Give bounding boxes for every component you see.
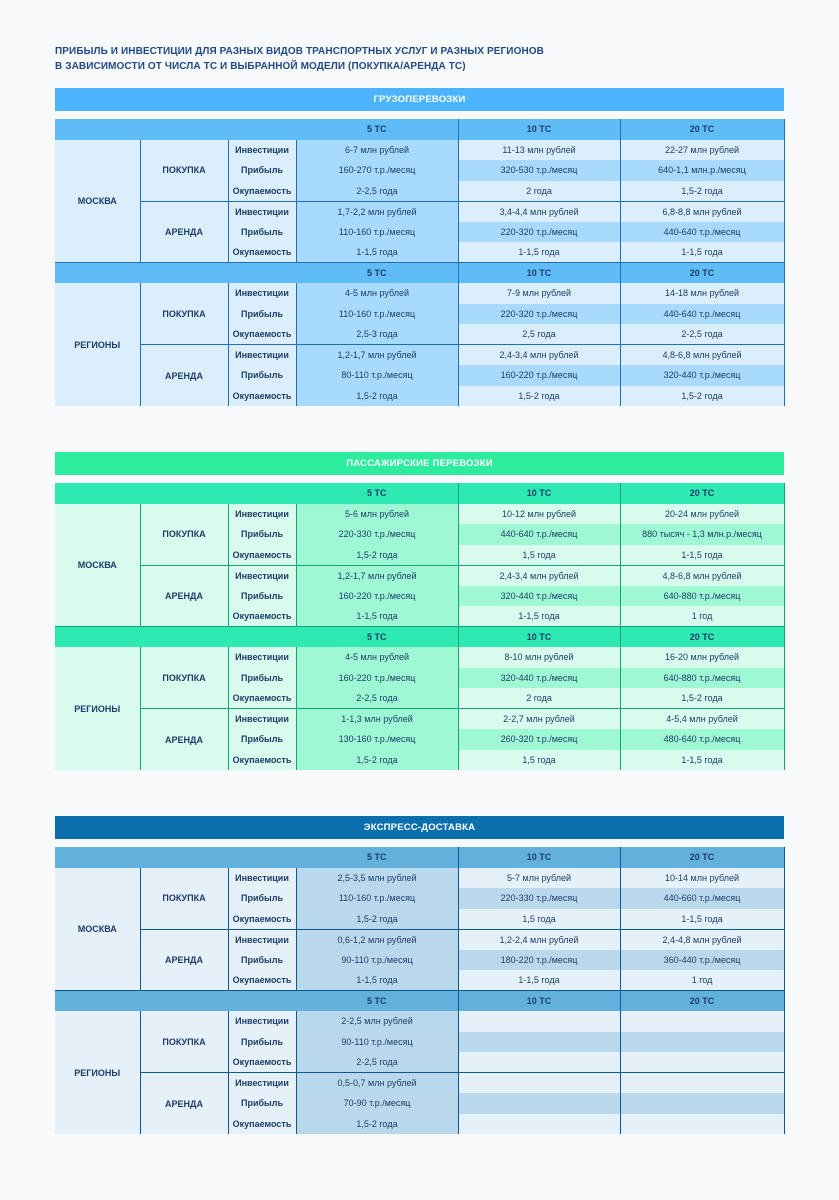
header-row (55, 847, 784, 868)
value-cell: 1,2-2,4 млн рублей (458, 929, 620, 950)
value-cell: 440-640 т.р./месяц (620, 304, 784, 325)
table-row (55, 283, 784, 304)
value-cell: 1-1,5 года (620, 242, 784, 263)
column-header: 20 ТС (620, 627, 784, 648)
header-row (55, 483, 784, 504)
value-cell: 1,5 года (458, 545, 620, 566)
value-cell: 0,6-1,2 млн рублей (296, 929, 458, 950)
row-label: Инвестиции (228, 647, 296, 668)
value-cell: 220-320 т.р./месяц (458, 222, 620, 243)
value-cell (458, 1114, 620, 1135)
value-cell: 1,5-2 года (458, 386, 620, 407)
section-pass (55, 452, 784, 770)
row-label: Инвестиции (228, 709, 296, 730)
value-cell: 16-20 млн рублей (620, 647, 784, 668)
column-header: 5 ТС (296, 627, 458, 648)
value-cell: 10-12 млн рублей (458, 504, 620, 525)
region-label: РЕГИОНЫ (55, 647, 140, 770)
value-cell: 2-2,7 млн рублей (458, 709, 620, 730)
column-header: 10 ТС (458, 847, 620, 868)
row-label: Окупаемость (228, 324, 296, 345)
section-title: ГРУЗОПЕРЕВОЗКИ (55, 88, 784, 111)
value-cell (620, 1114, 784, 1135)
row-label: Окупаемость (228, 242, 296, 263)
row-label: Прибыль (228, 365, 296, 386)
header-row (55, 119, 784, 140)
value-cell: 160-220 т.р./месяц (458, 365, 620, 386)
column-header: 10 ТС (458, 119, 620, 140)
value-cell: 220-330 т.р./месяц (458, 888, 620, 909)
value-cell: 90-110 т.р./месяц (296, 950, 458, 971)
value-cell: 1,5-2 года (296, 386, 458, 407)
value-cell: 4,8-6,8 млн рублей (620, 345, 784, 366)
value-cell: 1-1,5 года (296, 970, 458, 991)
row-label: Окупаемость (228, 688, 296, 709)
row-label: Инвестиции (228, 868, 296, 889)
value-cell: 1-1,5 года (458, 606, 620, 627)
row-label: Прибыль (228, 1032, 296, 1053)
column-header: 10 ТС (458, 483, 620, 504)
model-label: АРЕНДА (140, 709, 228, 771)
column-header: 20 ТС (620, 119, 784, 140)
value-cell: 220-330 т.р./месяц (296, 524, 458, 545)
page-title-line-2: В ЗАВИСИМОСТИ ОТ ЧИСЛА ТС И ВЫБРАННОЙ МОДЕЛИ (ПОКУПКА/АРЕНДА ТС) (55, 61, 466, 72)
row-label: Инвестиции (228, 201, 296, 222)
row-label: Окупаемость (228, 1052, 296, 1073)
value-cell: 14-18 млн рублей (620, 283, 784, 304)
value-cell (620, 1052, 784, 1073)
header-blank (55, 991, 296, 1012)
row-label: Инвестиции (228, 929, 296, 950)
value-cell: 160-220 т.р./месяц (296, 586, 458, 607)
model-label: ПОКУПКА (140, 1011, 228, 1073)
table-row (55, 504, 784, 525)
column-header: 20 ТС (620, 263, 784, 284)
header-blank (55, 627, 296, 648)
value-cell: 480-640 т.р./месяц (620, 729, 784, 750)
section-table (55, 119, 785, 406)
row-label: Окупаемость (228, 909, 296, 930)
table-row (55, 709, 784, 730)
model-label: АРЕНДА (140, 929, 228, 991)
page-title (55, 44, 755, 74)
row-label: Инвестиции (228, 1011, 296, 1032)
row-label: Инвестиции (228, 565, 296, 586)
value-cell: 320-440 т.р./месяц (458, 668, 620, 689)
value-cell: 0,5-0,7 млн рублей (296, 1073, 458, 1094)
row-label: Прибыль (228, 888, 296, 909)
row-label: Прибыль (228, 729, 296, 750)
value-cell: 1,5-2 года (296, 545, 458, 566)
value-cell: 440-640 т.р./месяц (620, 222, 784, 243)
value-cell: 2-2,5 года (296, 1052, 458, 1073)
value-cell: 1-1,5 года (620, 750, 784, 771)
value-cell: 110-160 т.р./месяц (296, 222, 458, 243)
table-row (55, 1011, 784, 1032)
value-cell: 1 год (620, 606, 784, 627)
row-label: Прибыль (228, 524, 296, 545)
row-label: Инвестиции (228, 1073, 296, 1094)
column-header: 5 ТС (296, 483, 458, 504)
value-cell: 2-2,5 года (620, 324, 784, 345)
value-cell (458, 1052, 620, 1073)
column-header: 20 ТС (620, 483, 784, 504)
value-cell: 1,5 года (458, 750, 620, 771)
value-cell: 1,5-2 года (296, 750, 458, 771)
value-cell: 4-5 млн рублей (296, 647, 458, 668)
row-label: Инвестиции (228, 140, 296, 161)
value-cell: 1,5-2 года (620, 181, 784, 202)
value-cell: 6-7 млн рублей (296, 140, 458, 161)
value-cell: 1,5-2 года (620, 688, 784, 709)
value-cell: 90-110 т.р./месяц (296, 1032, 458, 1053)
region-label: РЕГИОНЫ (55, 283, 140, 406)
value-cell (620, 1093, 784, 1114)
value-cell: 1,2-1,7 млн рублей (296, 345, 458, 366)
value-cell (620, 1073, 784, 1094)
column-header: 10 ТС (458, 627, 620, 648)
region-label: МОСКВА (55, 140, 140, 263)
header-row (55, 627, 784, 648)
value-cell: 5-7 млн рублей (458, 868, 620, 889)
row-label: Прибыль (228, 160, 296, 181)
value-cell: 320-440 т.р./месяц (458, 586, 620, 607)
row-label: Окупаемость (228, 181, 296, 202)
table-row (55, 201, 784, 222)
region-label: РЕГИОНЫ (55, 1011, 140, 1134)
model-label: ПОКУПКА (140, 647, 228, 709)
value-cell: 1-1,3 млн рублей (296, 709, 458, 730)
value-cell: 2,5 года (458, 324, 620, 345)
column-header: 5 ТС (296, 119, 458, 140)
row-label: Окупаемость (228, 606, 296, 627)
value-cell: 4-5,4 млн рублей (620, 709, 784, 730)
section-table (55, 847, 785, 1134)
value-cell: 8-10 млн рублей (458, 647, 620, 668)
value-cell: 440-640 т.р./месяц (458, 524, 620, 545)
header-blank (55, 483, 296, 504)
table-row (55, 929, 784, 950)
model-label: ПОКУПКА (140, 868, 228, 930)
value-cell (458, 1011, 620, 1032)
column-header: 20 ТС (620, 991, 784, 1012)
table-row (55, 647, 784, 668)
value-cell: 320-440 т.р./месяц (620, 365, 784, 386)
value-cell: 1,2-1,7 млн рублей (296, 565, 458, 586)
value-cell: 3,4-4,4 млн рублей (458, 201, 620, 222)
value-cell: 2,5-3,5 млн рублей (296, 868, 458, 889)
column-header: 5 ТС (296, 991, 458, 1012)
row-label: Прибыль (228, 586, 296, 607)
value-cell: 110-160 т.р./месяц (296, 304, 458, 325)
value-cell: 440-660 т.р./месяц (620, 888, 784, 909)
value-cell: 1-1,5 года (620, 545, 784, 566)
value-cell: 1-1,5 года (620, 909, 784, 930)
value-cell: 2,4-4,8 млн рублей (620, 929, 784, 950)
value-cell: 1-1,5 года (296, 242, 458, 263)
value-cell: 640-880 т.р./месяц (620, 668, 784, 689)
value-cell: 1,5-2 года (296, 909, 458, 930)
value-cell: 1-1,5 года (458, 970, 620, 991)
value-cell: 880 тысяч - 1,3 млн.р./месяц (620, 524, 784, 545)
value-cell: 2-2,5 млн рублей (296, 1011, 458, 1032)
table-row (55, 140, 784, 161)
value-cell: 10-14 млн рублей (620, 868, 784, 889)
value-cell: 130-160 т.р./месяц (296, 729, 458, 750)
model-label: ПОКУПКА (140, 140, 228, 202)
value-cell: 160-220 т.р./месяц (296, 668, 458, 689)
value-cell: 2,5-3 года (296, 324, 458, 345)
value-cell: 4,8-6,8 млн рублей (620, 565, 784, 586)
header-blank (55, 263, 296, 284)
value-cell (458, 1093, 620, 1114)
value-cell: 1-1,5 года (458, 242, 620, 263)
value-cell: 1-1,5 года (296, 606, 458, 627)
model-label: АРЕНДА (140, 345, 228, 407)
row-label: Инвестиции (228, 345, 296, 366)
value-cell: 5-6 млн рублей (296, 504, 458, 525)
column-header: 10 ТС (458, 991, 620, 1012)
header-row (55, 991, 784, 1012)
value-cell: 110-160 т.р./месяц (296, 888, 458, 909)
header-blank (55, 847, 296, 868)
row-label: Прибыль (228, 1093, 296, 1114)
region-label: МОСКВА (55, 504, 140, 627)
value-cell: 320-530 т.р./месяц (458, 160, 620, 181)
value-cell (458, 1073, 620, 1094)
value-cell: 1,5 года (458, 909, 620, 930)
value-cell: 180-220 т.р./месяц (458, 950, 620, 971)
value-cell: 11-13 млн рублей (458, 140, 620, 161)
value-cell: 2 года (458, 688, 620, 709)
value-cell: 80-110 т.р./месяц (296, 365, 458, 386)
value-cell: 2-2,5 года (296, 181, 458, 202)
value-cell: 640-1,1 млн.р./месяц (620, 160, 784, 181)
row-label: Окупаемость (228, 1114, 296, 1135)
row-label: Окупаемость (228, 386, 296, 407)
value-cell: 6,8-8,8 млн рублей (620, 201, 784, 222)
header-blank (55, 119, 296, 140)
column-header: 10 ТС (458, 263, 620, 284)
value-cell: 1,5-2 года (296, 1114, 458, 1135)
model-label: АРЕНДА (140, 1073, 228, 1135)
row-label: Прибыль (228, 668, 296, 689)
region-label: МОСКВА (55, 868, 140, 991)
value-cell: 360-440 т.р./месяц (620, 950, 784, 971)
value-cell (458, 1032, 620, 1053)
value-cell: 1 год (620, 970, 784, 991)
value-cell: 1,5-2 года (620, 386, 784, 407)
value-cell: 2,4-3,4 млн рублей (458, 345, 620, 366)
row-label: Прибыль (228, 950, 296, 971)
value-cell: 220-320 т.р./месяц (458, 304, 620, 325)
row-label: Прибыль (228, 304, 296, 325)
model-label: АРЕНДА (140, 201, 228, 263)
value-cell: 2 года (458, 181, 620, 202)
page-title-line-1: ПРИБЫЛЬ И ИНВЕСТИЦИИ ДЛЯ РАЗНЫХ ВИДОВ ТРАНСПОРТНЫХ УСЛУГ И РАЗНЫХ РЕГИОНОВ (55, 46, 544, 57)
value-cell: 2-2,5 года (296, 688, 458, 709)
section-cargo (55, 88, 784, 406)
value-cell: 160-270 т.р./месяц (296, 160, 458, 181)
table-row (55, 868, 784, 889)
value-cell: 4-5 млн рублей (296, 283, 458, 304)
model-label: АРЕНДА (140, 565, 228, 627)
column-header: 20 ТС (620, 847, 784, 868)
value-cell: 7-9 млн рублей (458, 283, 620, 304)
value-cell: 640-880 т.р./месяц (620, 586, 784, 607)
section-title: ПАССАЖИРСКИЕ ПЕРЕВОЗКИ (55, 452, 784, 475)
value-cell: 2,4-3,4 млн рублей (458, 565, 620, 586)
row-label: Окупаемость (228, 545, 296, 566)
section-exp (55, 816, 784, 1134)
value-cell: 20-24 млн рублей (620, 504, 784, 525)
value-cell: 22-27 млн рублей (620, 140, 784, 161)
row-label: Окупаемость (228, 750, 296, 771)
row-label: Окупаемость (228, 970, 296, 991)
row-label: Прибыль (228, 222, 296, 243)
value-cell (620, 1011, 784, 1032)
column-header: 5 ТС (296, 263, 458, 284)
column-header: 5 ТС (296, 847, 458, 868)
table-row (55, 345, 784, 366)
value-cell (620, 1032, 784, 1053)
model-label: ПОКУПКА (140, 283, 228, 345)
row-label: Инвестиции (228, 504, 296, 525)
table-row (55, 565, 784, 586)
value-cell: 70-90 т.р./месяц (296, 1093, 458, 1114)
section-title: ЭКСПРЕСС-ДОСТАВКА (55, 816, 784, 839)
value-cell: 260-320 т.р./месяц (458, 729, 620, 750)
row-label: Инвестиции (228, 283, 296, 304)
header-row (55, 263, 784, 284)
section-table (55, 483, 785, 770)
value-cell: 1,7-2,2 млн рублей (296, 201, 458, 222)
model-label: ПОКУПКА (140, 504, 228, 566)
table-row (55, 1073, 784, 1094)
